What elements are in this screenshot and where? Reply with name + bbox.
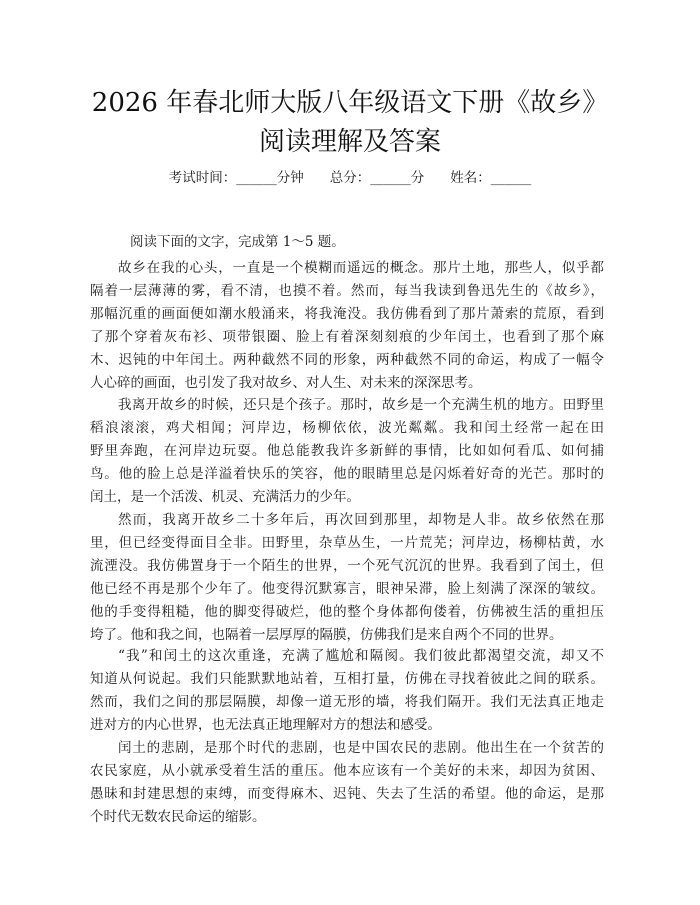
paragraph-line: 进对方的内心世界，也无法真正地理解对方的想法和感受。 [90,717,441,733]
paragraph-line: 闰土，是一个活泼、机灵、充满活力的少年。 [90,489,360,505]
time-unit: 分钟 [276,170,304,186]
time-blank: ______ [236,170,277,186]
paragraph-line: 那幅沉重的画面便如潮水般涌来，将我淹没。我仿佛看到了那片萧索的荒原，看到 [90,306,604,322]
paragraph-line: 了那个穿着灰布衫、项带银圈、脸上有着深刻刻痕的少年闰土，也看到了那个麻 [90,329,604,345]
paragraph-line: 农民家庭，从小就承受着生活的重压。他本应该有一个美好的未来，却因为贫困、 [90,763,604,779]
paragraph-3 [90,509,604,647]
score-label: 总分： [329,170,371,186]
paragraph-line: 愚昧和封建思想的束缚，而变得麻木、迟钝、失去了生活的希望。他的命运，是那 [90,786,604,802]
paragraph-4 [90,645,604,737]
score-unit: 分 [410,170,425,186]
paragraph-1 [90,257,604,395]
paragraph-line: 里，但已经变得面目全非。田野里，杂草丛生，一片荒芜；河岸边，杨柳枯黄，水 [90,535,604,551]
paragraph-line: 他已经不再是那个少年了。他变得沉默寡言，眼神呆滞，脸上刻满了深深的皱纹。 [90,581,604,597]
name-blank: ______ [490,170,532,186]
reading-instruction: 阅读下面的文字，完成第 1～5 题。 [130,234,345,250]
paragraph-line: 鸟。他的脸上总是洋溢着快乐的笑容，他的眼睛里总是闪烁着好奇的光芒。那时的 [90,466,604,482]
paragraph-line: 木、迟钝的中年闰土。两种截然不同的形象，两种截然不同的命运，构成了一幅令 [90,352,604,368]
paragraph-2 [90,394,604,509]
paragraph-line: 野里奔跑，在河岸边玩耍。他总能教我许多新鲜的事情，比如如何看瓜、如何捕 [90,443,604,459]
paragraph-line: 闰土的悲剧，是那个时代的悲剧，也是中国农民的悲剧。他出生在一个贫苦的 [118,740,604,756]
score-blank: ______ [370,170,411,186]
paragraph-line: 稻浪滚滚，鸡犬相闻；河岸边，杨柳依依，波光粼粼。我和闰土经常一起在田 [90,420,604,436]
document-title-line-2: 阅读理解及答案 [258,127,441,157]
paragraph-line: 垮了。他和我之间，也隔着一层厚厚的隔膜，仿佛我们是来自两个不同的世界。 [90,627,563,643]
paragraph-line: 他的手变得粗糙，他的脚变得破烂，他的整个身体都佝偻着，仿佛被生活的重担压 [90,604,604,620]
paragraph-line: 然而，我离开故乡二十多年后，再次回到那里，却物是人非。故乡依然在那 [118,512,604,528]
time-label: 考试时间： [168,170,237,186]
paragraph-line: 流湮没。我仿佛置身于一个陌生的世界，一个死气沉沉的世界。我看到了闰土，但 [90,558,604,574]
paragraph-line: 故乡在我的心头，一直是一个模糊而遥远的概念。那片土地，那些人，似乎都 [118,260,604,276]
paragraph-5 [90,737,604,829]
paragraph-line: 个时代无数农民命运的缩影。 [90,809,266,825]
paragraph-line: 我离开故乡的时候，还只是个孩子。那时，故乡是一个充满生机的地方。田野里 [118,397,604,413]
paragraph-line: “我”和闰土的这次重逢，充满了尴尬和隔阂。我们彼此都渴望交流，却又不 [118,648,604,664]
paragraph-line: 知道从何说起。我们只能默默地站着，互相打量，仿佛在寻找着彼此之间的联系。 [90,671,604,687]
name-label: 姓名： [450,170,491,186]
paragraph-line: 隔着一层薄薄的雾，看不清，也摸不着。然而，每当我读到鲁迅先生的《故乡》， [90,283,604,299]
exam-meta-line [0,168,700,188]
paragraph-line: 人心碎的画面，也引发了我对故乡、对人生、对未来的深深思考。 [90,375,482,391]
document-title-line-1: 2026 年春北师大版八年级语文下册《故乡》 [91,88,609,118]
paragraph-line: 然而，我们之间的那层隔膜，却像一道无形的墙，将我们隔开。我们无法真正地走 [90,694,604,710]
